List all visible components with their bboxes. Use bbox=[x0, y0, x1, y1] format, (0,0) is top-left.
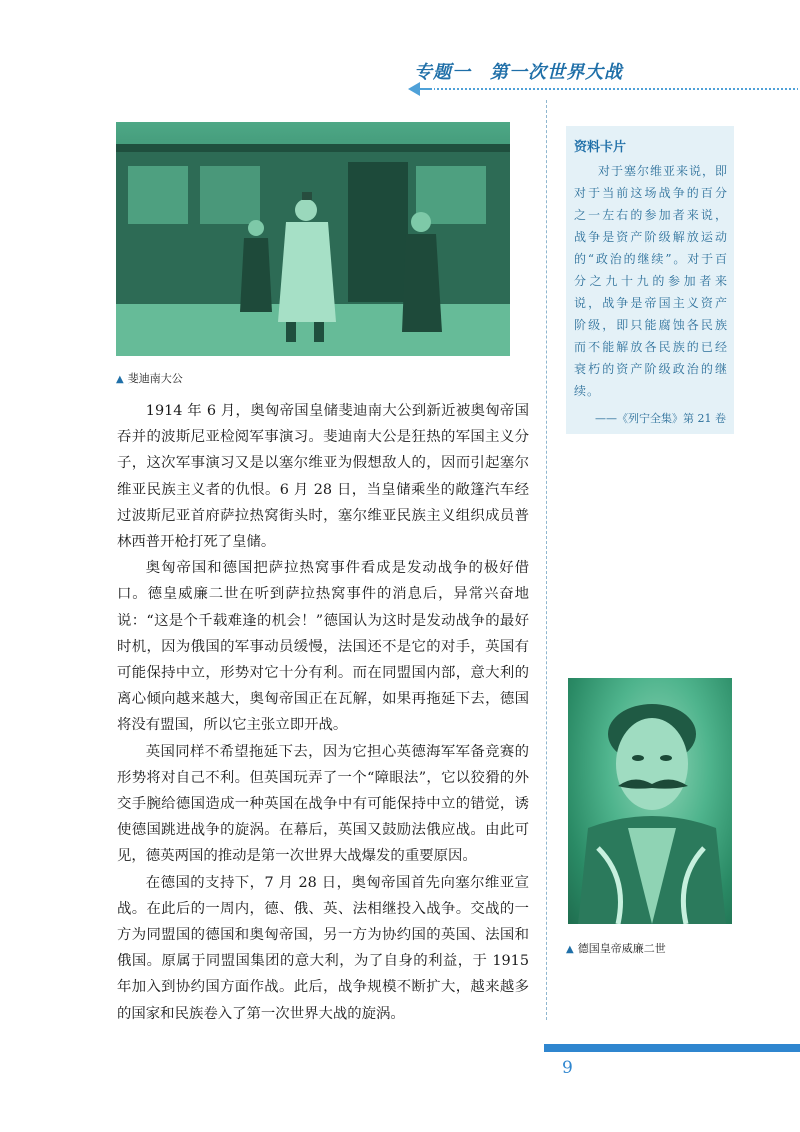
footer-bar bbox=[544, 1044, 800, 1052]
chapter-header-title: 专题一 第一次世界大战 bbox=[414, 62, 623, 83]
paragraph: 在德国的支持下，7 月 28 日，奥匈帝国首先向塞尔维亚宣战。在此后的一周内，德、俄、英、法相继投入战争。交战的一方为同盟国的德国和奥匈帝国，另一方为协约国的英国、法国和俄国。原属于同盟国集团的意大利，为了自身的利益，于 1915 年加入到协约国方面作战。此后，战争规模不断扩大，越来越多的国家和民族卷入了第一次世界大战的旋涡。 bbox=[117, 874, 529, 1022]
info-card-source: ——《列宁全集》第 21 卷 bbox=[595, 412, 726, 425]
column-divider bbox=[546, 100, 547, 1020]
header-rule-dots bbox=[432, 88, 800, 90]
kaiser-caption-text: 德国皇帝威廉二世 bbox=[577, 942, 666, 955]
kaiser-photo-caption bbox=[566, 940, 666, 956]
paragraph: 1914 年 6 月，奥匈帝国皇储斐迪南大公到新近被奥匈帝国吞并的波斯尼亚检阅军事演习。斐迪南大公是狂热的军国主义分子，这次军事演习又是以塞尔维亚为假想敌人的，因而引起塞尔维亚民族主义者的仇恨。6 月 28 日，当皇储乘坐的敞篷汽车经过波斯尼亚首府萨拉热窝街头时，塞尔维亚民族主义组织成员普林西普开枪打死了皇储。 bbox=[117, 403, 529, 551]
caption-triangle-icon: ▲ bbox=[566, 944, 574, 955]
main-article bbox=[117, 398, 529, 1027]
kaiser-portrait-illustration bbox=[568, 678, 732, 924]
archduke-photo-illustration bbox=[116, 122, 510, 356]
info-card-body: 对于塞尔维亚来说，即对于当前这场战争的百分之一左右的参加者来说，战争是资产阶级解放运动的“政治的继续”。对于百分之九十九的参加者来说，战争是帝国主义资产阶级，即只能腐蚀各民族而不能解放各民族的已经衰朽的资产阶级政治的继续。 bbox=[574, 164, 729, 398]
archduke-photo bbox=[116, 122, 510, 356]
info-card-title: 资料卡片 bbox=[574, 140, 627, 155]
info-card bbox=[566, 126, 734, 434]
paragraph: 英国同样不希望拖延下去，因为它担心英德海军军备竞赛的形势将对自己不利。但英国玩弄了一个“障眼法”，它以狡猾的外交手腕给德国造成一种英国在战争中有可能保持中立的错觉，诱使德国跳进战争的旋涡。在幕后，英国又鼓励法俄应战。由此可见，德英两国的推动是第一次世界大战爆发的重要原因。 bbox=[117, 743, 529, 865]
kaiser-portrait-photo bbox=[568, 678, 732, 924]
paragraph: 奥匈帝国和德国把萨拉热窝事件看成是发动战争的极好借口。德皇威廉二世在听到萨拉热窝事件的消息后，异常兴奋地说：“这是个千载难逢的机会！”德国认为这时是发动战争的最好时机，因为俄国的军事动员缓慢，法国还不是它的对手，英国有可能保持中立，形势对它十分有利。而在同盟国内部，意大利的离心倾向越来越大，奥匈帝国正在瓦解，如果再拖延下去，德国将没有盟国，所以它主张立即开战。 bbox=[117, 560, 529, 734]
page-number: 9 bbox=[562, 1058, 573, 1078]
archduke-caption-text: 斐迪南大公 bbox=[127, 372, 183, 385]
archduke-photo-caption bbox=[116, 370, 183, 386]
caption-triangle-icon: ▲ bbox=[116, 374, 124, 385]
